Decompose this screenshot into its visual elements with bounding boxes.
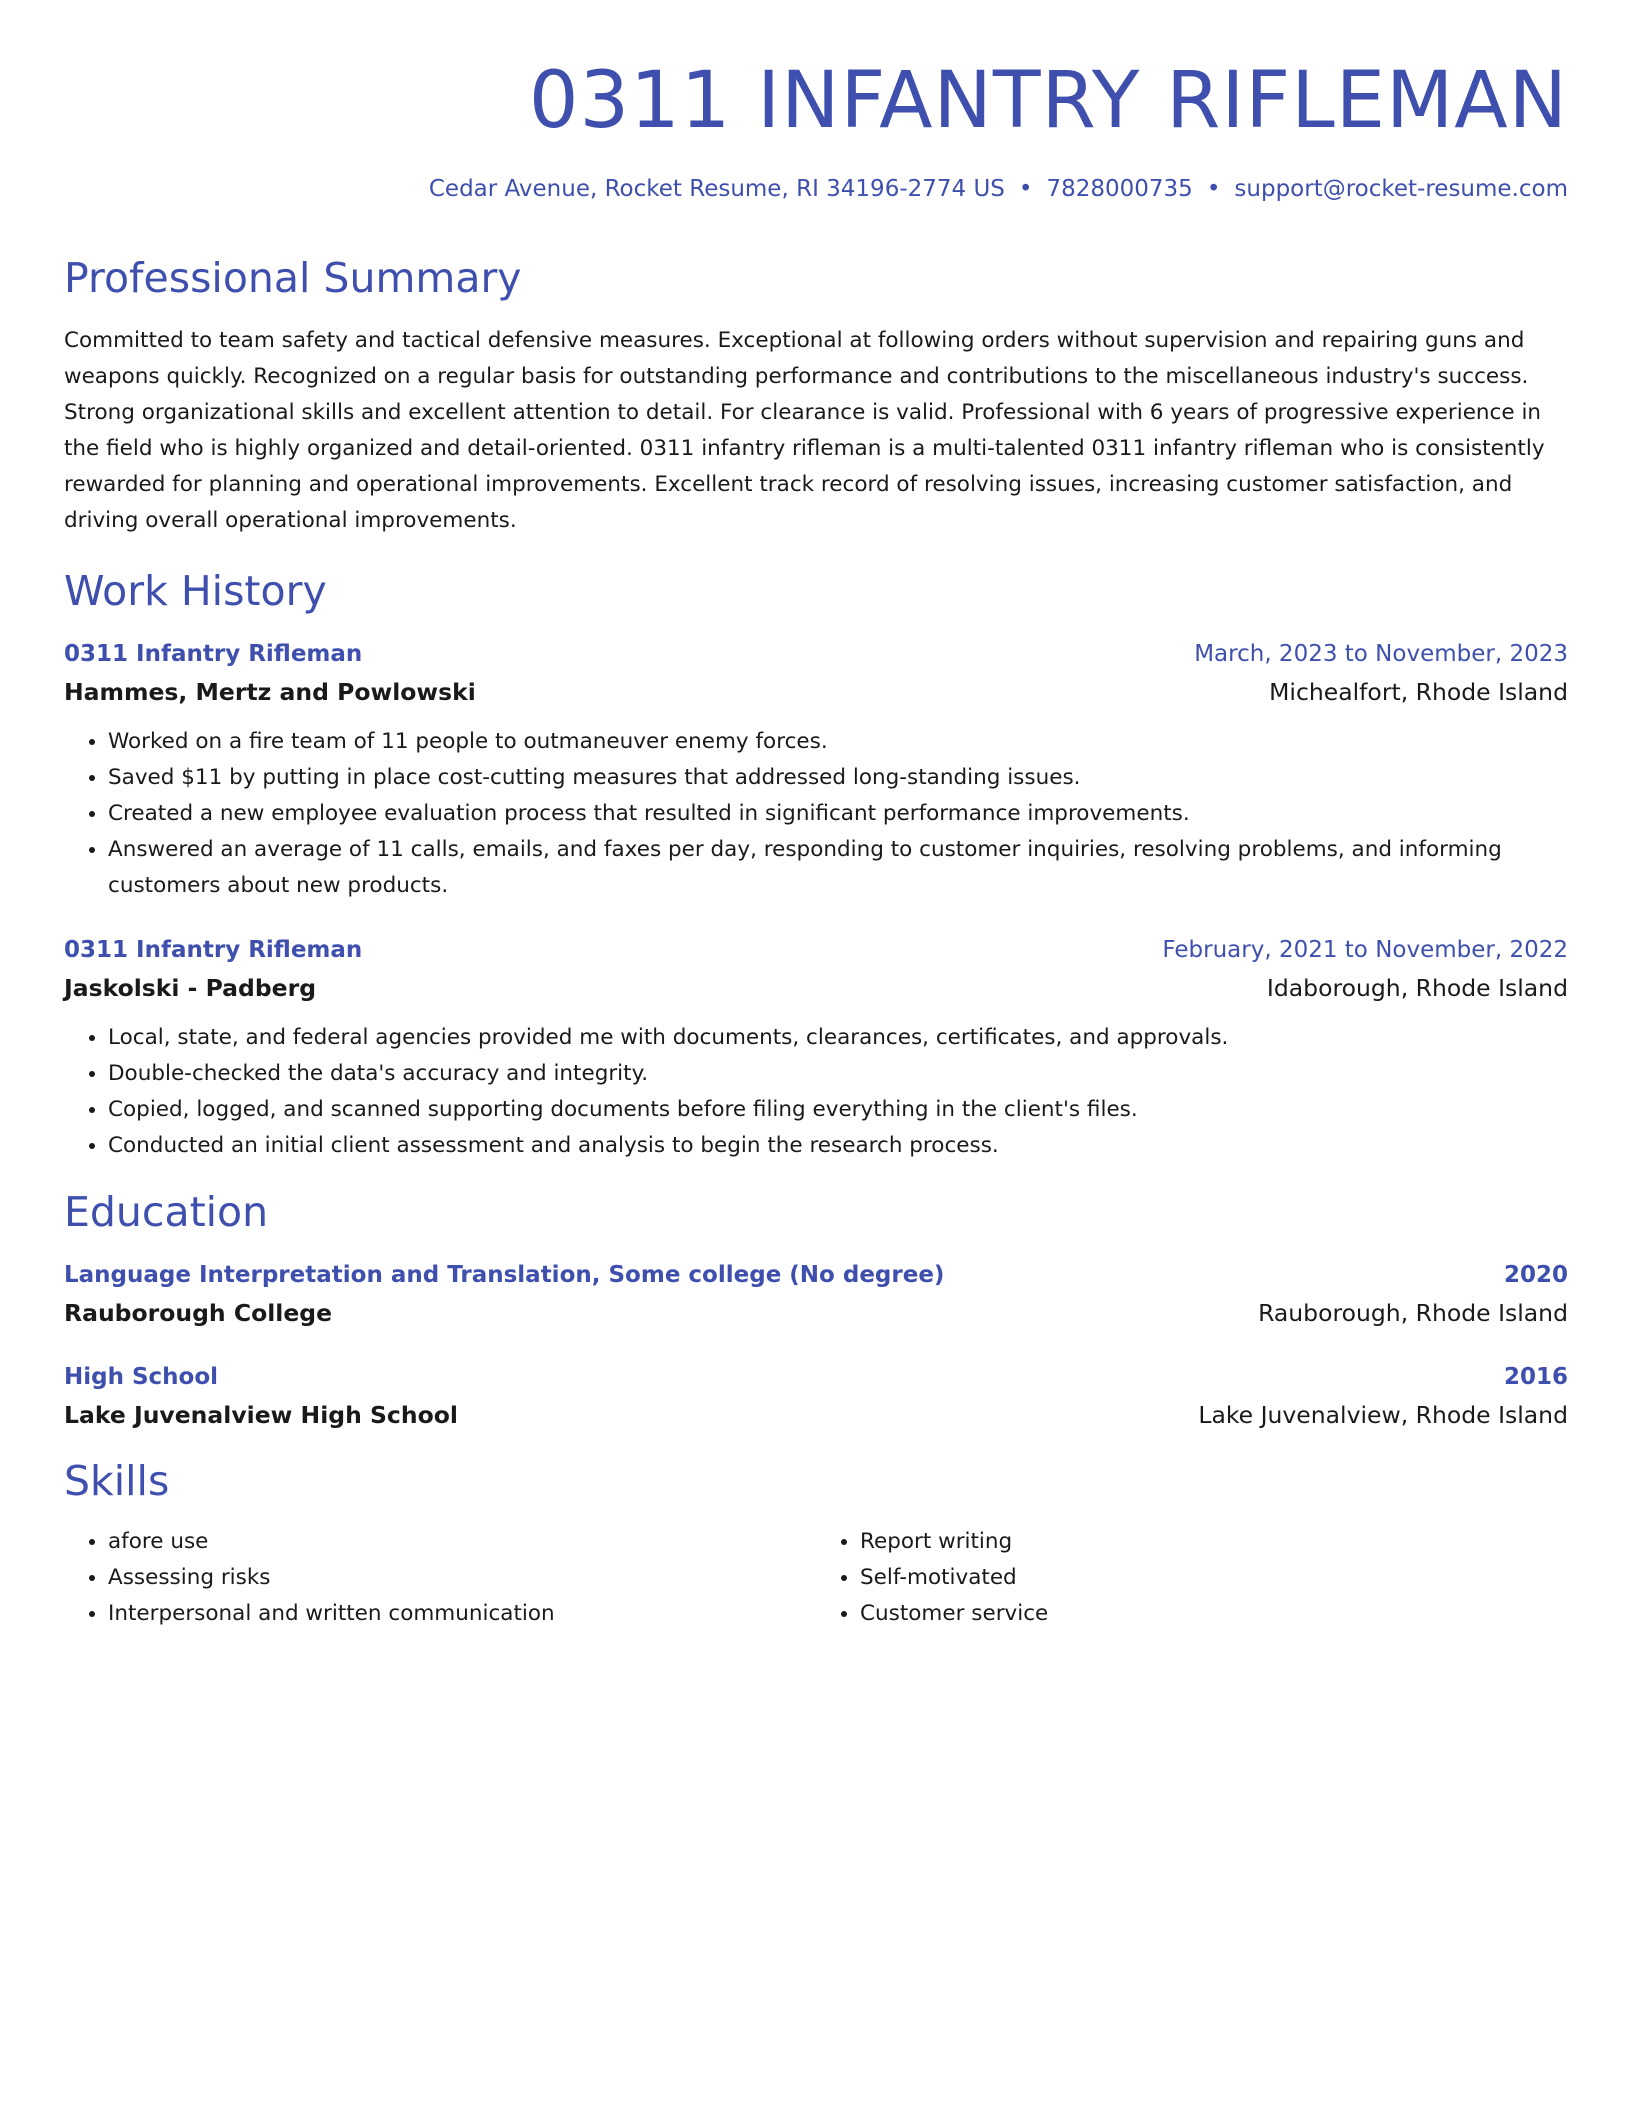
education-entry [64,1361,1568,1433]
job-bullet: • Worked on a fire team of 11 people to outmaneuver enemy forces. [108,724,1568,760]
contact-separator: • [1018,176,1033,202]
work-entry-subheader [64,970,1568,1006]
job-bullet: • Copied, logged, and scanned supporting documents before filing everything in the client's files. [108,1092,1568,1128]
job-company: Hammes, Mertz and Powlowski [64,677,476,706]
education-year: 2016 [1503,1364,1568,1391]
skill-item: • Assessing risks [108,1560,816,1596]
skill-item: • Self-motivated [860,1560,1568,1596]
skills-list [64,1524,1568,1632]
job-bullet: • Created a new employee evaluation process that resulted in significant performance improvements. [108,796,1568,832]
job-position: 0311 Infantry Rifleman [64,936,363,963]
education-entry [64,1259,1568,1331]
education-entry-header [64,1259,1568,1291]
skill-item: • Interpersonal and written communication [108,1596,816,1632]
education-degree: High School [64,1364,219,1391]
skills-column-right [816,1524,1568,1632]
job-dates: March, 2023 to November, 2023 [1194,640,1568,667]
job-bullet: • Double-checked the data's accuracy and integrity. [108,1056,1568,1092]
contact-separator: • [1206,176,1221,202]
work-entry-subheader [64,674,1568,710]
section-title-skills: Skills [64,1457,170,1506]
job-company: Jaskolski - Padberg [64,973,317,1002]
education-year: 2020 [1503,1262,1568,1289]
work-entry [64,638,1568,904]
skills-column-left [64,1524,816,1632]
work-entry [64,934,1568,1164]
section-title-summary: Professional Summary [64,253,522,302]
work-entry-header [64,934,1568,966]
job-position: 0311 Infantry Rifleman [64,640,363,667]
job-location: Idaborough, Rhode Island [1266,973,1568,1002]
work-entry-header [64,638,1568,670]
education-entry-header [64,1361,1568,1393]
education-location: Lake Juvenalview, Rhode Island [1198,1401,1568,1430]
skill-item: • Report writing [860,1524,1568,1560]
job-dates: February, 2021 to November, 2022 [1162,936,1568,963]
skill-item: • afore use [108,1524,816,1560]
contact-phone: 7828000735 [1046,176,1193,202]
education-location: Rauborough, Rhode Island [1258,1299,1568,1328]
education-degree: Language Interpretation and Translation, Some college (No degree) [64,1262,945,1289]
job-bullet: • Local, state, and federal agencies provided me with documents, clearances, certificates, and approvals. [108,1020,1568,1056]
education-school: Rauborough College [64,1299,333,1328]
job-bullet: • Conducted an initial client assessment and analysis to begin the research process. [108,1128,1568,1164]
resume-name: 0311 INFANTRY RIFLEMAN [528,56,1568,146]
education-school: Lake Juvenalview High School [64,1401,458,1430]
job-location: Michealfort, Rhode Island [1269,677,1568,706]
job-bullet: • Answered an average of 11 calls, emails, and faxes per day, responding to customer inquiries, resolving problems, and informing customers about new products. [108,832,1568,904]
job-bullets [64,1020,1568,1164]
education-entry-subheader [64,1397,1568,1433]
job-bullet: • Saved $11 by putting in place cost-cutting measures that addressed long-standing issues. [108,760,1568,796]
education-entry-subheader [64,1295,1568,1331]
job-bullets [64,724,1568,904]
contact-email: support@rocket-resume.com [1234,176,1568,202]
section-title-education: Education [64,1187,269,1236]
skill-item: • Customer service [860,1596,1568,1632]
summary-text: Committed to team safety and tactical defensive measures. Exceptional at following orders without supervision and repairing guns and weapons quickly. Recognized on a regular basis for outstanding performance and contributions to the miscellaneous industry's success. Strong organizational skills and excellent attention to detail. For clearance is valid. Professional with 6 years of progressive experience in the field who is highly organized and detail-oriented. 0311 infantry rifleman is a multi-talented 0311 infantry rifleman who is consistently rewarded for planning and operational improvements. Excellent track record of resolving issues, increasing customer satisfaction, and driving overall operational improvements. [64,327,1545,533]
contact-address: Cedar Avenue, Rocket Resume, RI 34196-2774 US [428,176,1005,202]
contact-line [64,176,1568,204]
section-title-work-history: Work History [64,566,327,615]
